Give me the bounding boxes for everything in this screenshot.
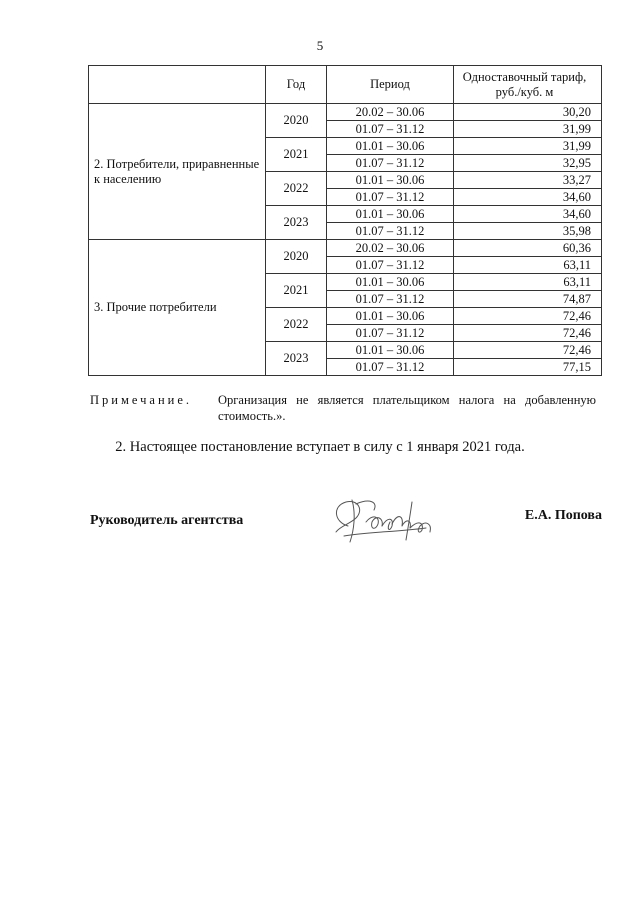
tariff-cell: 72,46 [454,342,602,359]
tariff-cell: 72,46 [454,325,602,342]
tariff-cell: 33,27 [454,172,602,189]
year-cell: 2020 [266,240,327,274]
signature-block [90,508,602,568]
header-tariff: Одноставочный тариф, руб./куб. м [454,66,602,104]
note [90,392,600,424]
table-row [89,104,602,121]
tariff-cell: 30,20 [454,104,602,121]
signatory-name: Е.А. Попова [524,508,602,523]
page-number: 5 [316,38,324,53]
period-cell: 01.01 – 30.06 [327,206,454,223]
year-cell: 2021 [266,138,327,172]
period-cell: 01.07 – 31.12 [327,291,454,308]
tariff-cell: 63,11 [454,274,602,291]
tariff-cell: 35,98 [454,223,602,240]
year-cell: 2022 [266,308,327,342]
period-cell: 01.07 – 31.12 [327,359,454,376]
note-label: Примечание. [90,393,193,407]
tariff-cell: 34,60 [454,206,602,223]
year-cell: 2023 [266,342,327,376]
period-cell: 01.01 – 30.06 [327,138,454,155]
year-cell: 2023 [266,206,327,240]
table-row [89,240,602,257]
consumer-category: 3. Прочие потребители [89,240,266,376]
period-cell: 01.01 – 30.06 [327,342,454,359]
period-cell: 01.01 – 30.06 [327,308,454,325]
period-cell: 20.02 – 30.06 [327,240,454,257]
tariff-cell: 77,15 [454,359,602,376]
handwritten-signature [326,492,446,548]
period-cell: 20.02 – 30.06 [327,104,454,121]
note-text: Организация не является плательщиком налога на добавленную стоимость.». [218,393,596,423]
tariff-table-body [89,104,602,376]
tariff-cell: 31,99 [454,138,602,155]
header-year: Год [266,66,327,104]
period-cell: 01.07 – 31.12 [327,121,454,138]
year-cell: 2021 [266,274,327,308]
tariff-cell: 32,95 [454,155,602,172]
period-cell: 01.07 – 31.12 [327,155,454,172]
signatory-role: Руководитель агентства [90,513,244,528]
tariff-cell: 34,60 [454,189,602,206]
tariff-cell: 31,99 [454,121,602,138]
period-cell: 01.07 – 31.12 [327,325,454,342]
effective-date-clause: 2. Настоящее постановление вступает в силу с 1 января 2021 года. [115,439,525,455]
period-cell: 01.01 – 30.06 [327,172,454,189]
consumer-category: 2. Потребители, приравненные к населению [89,104,266,240]
period-cell: 01.01 – 30.06 [327,274,454,291]
tariff-cell: 74,87 [454,291,602,308]
tariff-table [88,65,602,376]
header-period: Период [327,66,454,104]
table-header-row [89,66,602,104]
year-cell: 2022 [266,172,327,206]
year-cell: 2020 [266,104,327,138]
tariff-cell: 72,46 [454,308,602,325]
period-cell: 01.07 – 31.12 [327,257,454,274]
tariff-cell: 60,36 [454,240,602,257]
period-cell: 01.07 – 31.12 [327,189,454,206]
header-category [89,66,266,104]
period-cell: 01.07 – 31.12 [327,223,454,240]
tariff-cell: 63,11 [454,257,602,274]
